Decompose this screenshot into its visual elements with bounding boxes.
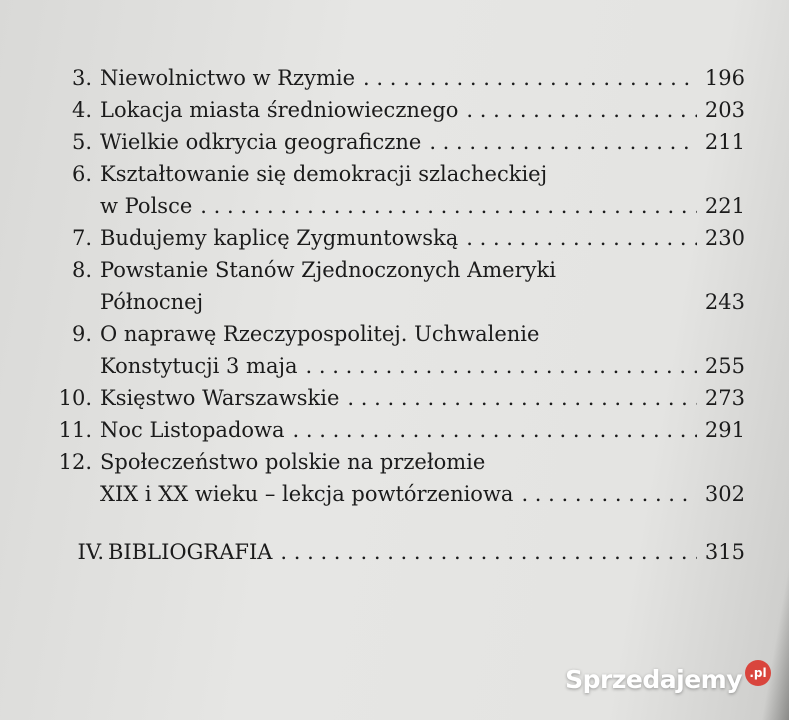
toc-entry xyxy=(0,94,789,126)
section-title: BIBLIOGRAFIA xyxy=(108,540,273,564)
toc-entry xyxy=(0,318,789,350)
toc-entry xyxy=(0,158,789,190)
entry-title: Lokacja miasta średniowiecznego xyxy=(100,98,459,122)
toc-entry xyxy=(0,62,789,94)
entry-number: 8. xyxy=(71,258,92,282)
dot-leader xyxy=(280,536,697,568)
dot-leader xyxy=(466,222,697,254)
toc-entry xyxy=(0,222,789,254)
sprzedajemy-watermark-logo xyxy=(565,664,771,696)
entry-number: 9. xyxy=(71,322,92,346)
entry-title: O naprawę Rzeczypospolitej. Uchwalenie xyxy=(100,322,540,346)
entry-number: 7. xyxy=(71,226,92,250)
toc-entry xyxy=(0,126,789,158)
toc-section xyxy=(0,536,789,568)
entry-title: Niewolnictwo w Rzymie xyxy=(100,66,356,90)
dot-leader xyxy=(429,126,697,158)
entry-number: 4. xyxy=(71,98,92,122)
entry-page: 203 xyxy=(704,98,745,122)
entry-number: 6. xyxy=(71,162,92,186)
entry-page: 243 xyxy=(704,290,745,314)
dot-leader xyxy=(363,62,697,94)
dot-leader xyxy=(347,382,696,414)
toc-entry-cont xyxy=(0,190,789,222)
entry-page: 211 xyxy=(704,130,745,154)
entry-number: 5. xyxy=(71,130,92,154)
dot-leader xyxy=(293,414,697,446)
toc-entry xyxy=(0,254,789,286)
entry-page: 291 xyxy=(704,418,745,442)
entry-page: 230 xyxy=(704,226,745,250)
toc-entry-cont xyxy=(0,350,789,382)
entry-number: 3. xyxy=(71,66,92,90)
watermark-text: Sprzedajemy xyxy=(565,665,742,694)
entry-title: Budujemy kaplicę Zygmuntowską xyxy=(100,226,459,250)
entry-title: Powstanie Stanów Zjednoczonych Ameryki xyxy=(100,258,556,282)
entry-title-cont: Północnej xyxy=(100,290,204,314)
entry-page: 221 xyxy=(704,194,745,218)
entry-number: 11. xyxy=(58,418,92,442)
entry-title-cont: XIX i XX wieku – lekcja powtórzeniowa xyxy=(100,482,514,506)
dot-leader xyxy=(466,94,696,126)
section-page: 315 xyxy=(704,540,745,564)
entry-title-cont: Konstytucji 3 maja xyxy=(100,354,298,378)
entry-title: Noc Listopadowa xyxy=(100,418,285,442)
entry-page: 273 xyxy=(704,386,745,410)
toc-entry xyxy=(0,446,789,478)
watermark-badge: .pl xyxy=(745,660,771,686)
dot-leader xyxy=(521,478,696,510)
dot-leader xyxy=(200,190,697,222)
toc-entry xyxy=(0,414,789,446)
entry-title: Księstwo Warszawskie xyxy=(100,386,340,410)
entry-page: 302 xyxy=(704,482,745,506)
entry-page: 255 xyxy=(704,354,745,378)
entry-title: Wielkie odkrycia geograficzne xyxy=(100,130,422,154)
toc-entry-cont xyxy=(0,286,789,318)
toc-entry xyxy=(0,382,789,414)
entry-number: 10. xyxy=(58,386,92,410)
entry-title: Kształtowanie się demokracji szlacheckiej xyxy=(100,162,548,186)
entry-number: 12. xyxy=(58,450,92,474)
entry-page: 196 xyxy=(704,66,745,90)
section-number: IV. xyxy=(77,540,104,564)
toc-entry-cont xyxy=(0,478,789,510)
dot-leader xyxy=(306,350,697,382)
entry-title: Społeczeństwo polskie na przełomie xyxy=(100,450,486,474)
entry-title-cont: w Polsce xyxy=(100,194,193,218)
